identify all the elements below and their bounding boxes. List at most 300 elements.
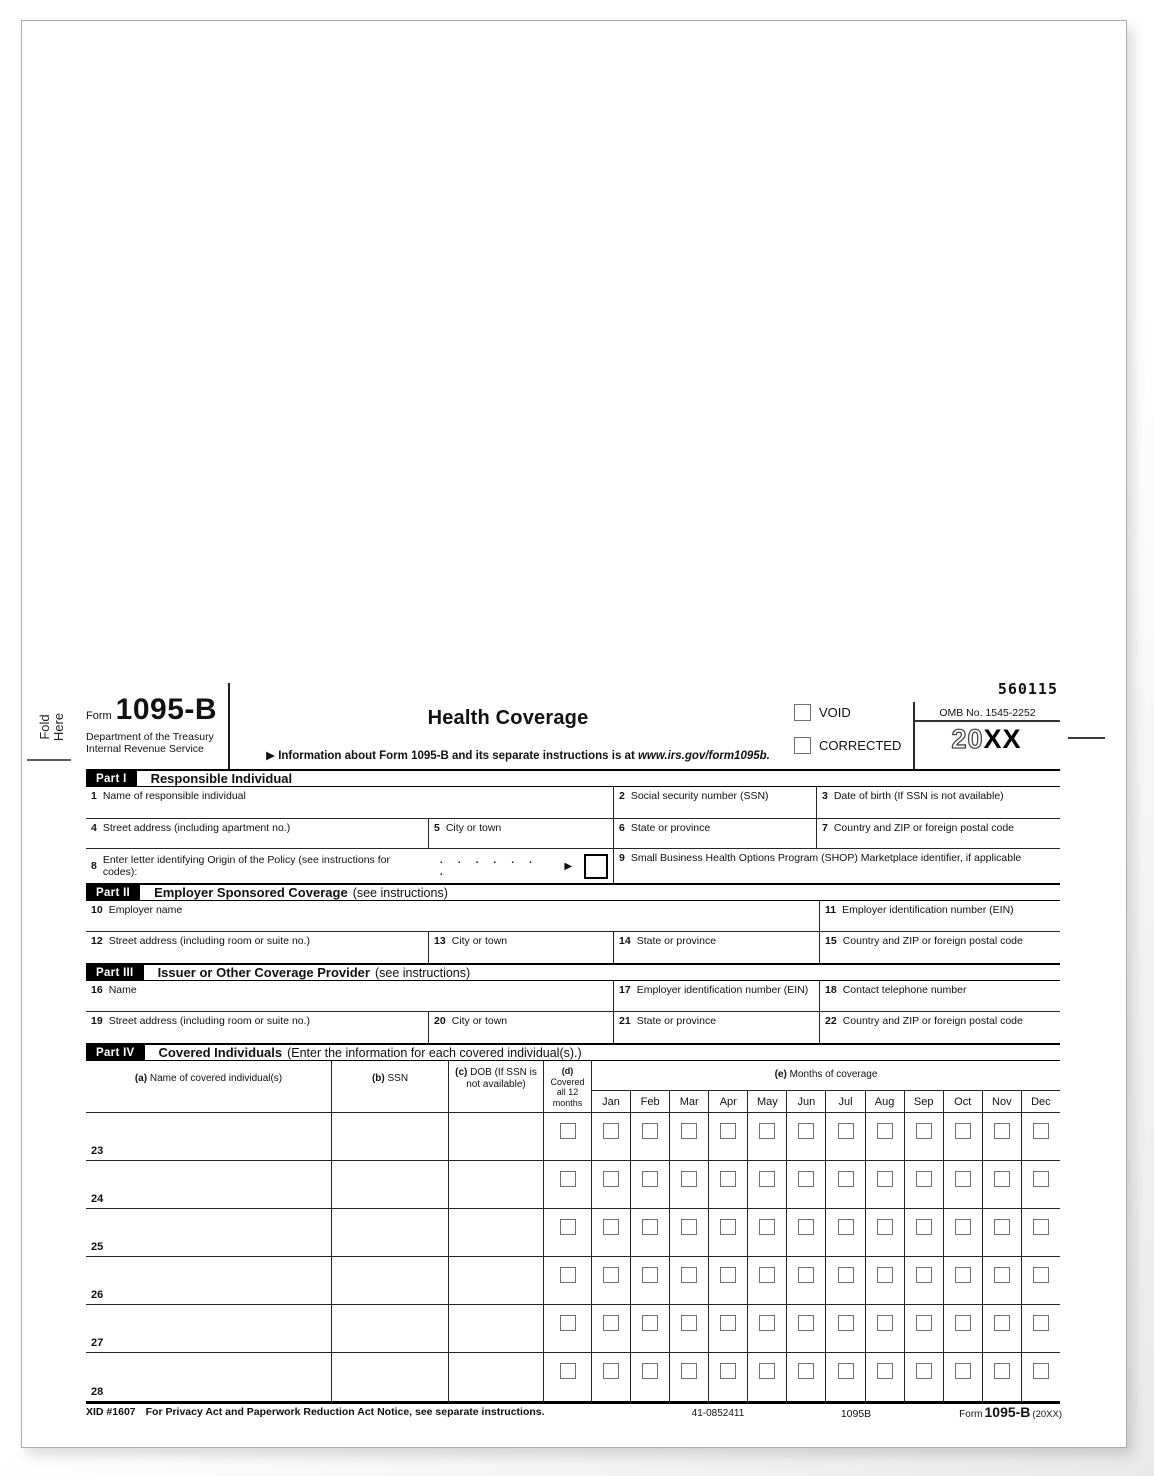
part4-chip: Part IV [86,1045,145,1060]
field-label: Country and ZIP or foreign postal code [842,935,1023,947]
month-cell-apr-row-28 [708,1353,747,1401]
field-label: Employer identification number (EIN) [636,984,809,996]
month-cell-aug-row-25 [865,1209,904,1256]
part1-chip: Part I [86,771,137,786]
month-cell-jan-row-26 [592,1257,630,1304]
month-checkbox-jun-row-25[interactable] [798,1219,814,1235]
month-cell-jun-row-28 [786,1353,825,1401]
month-checkbox-feb-row-26[interactable] [642,1267,658,1283]
month-cell-jun-row-25 [786,1209,825,1256]
column-ssn [331,1061,448,1401]
month-checkbox-mar-row-26[interactable] [681,1267,697,1283]
field-9-shop-identifier[interactable] [613,849,1060,883]
month-checkbox-nov-row-25[interactable] [994,1219,1010,1235]
month-checkbox-apr-row-28[interactable] [720,1363,736,1379]
col-c-header [449,1061,543,1113]
month-cell-dec-row-23 [1021,1113,1060,1160]
field-label: Street address (including room or suite no.) [108,935,311,947]
month-checkbox-aug-row-28[interactable] [877,1363,893,1379]
month-cell-oct-row-23 [943,1113,982,1160]
month-checkbox-mar-row-25[interactable] [681,1219,697,1235]
month-cell-sep-row-23 [904,1113,943,1160]
month-checkbox-oct-row-26[interactable] [955,1267,971,1283]
month-cell-nov-row-23 [982,1113,1021,1160]
month-cell-aug-row-24 [865,1161,904,1208]
month-checkbox-sep-row-28[interactable] [916,1363,932,1379]
month-cell-jul-row-23 [825,1113,864,1160]
field-10-employer-name[interactable] [86,901,819,931]
footer-privacy-notice [86,1406,545,1418]
field-17-ein[interactable] [613,981,819,1011]
field-3-date-of-birth[interactable] [816,787,1060,818]
covered-individuals-table [86,1061,1060,1404]
month-checkbox-apr-row-26[interactable] [720,1267,736,1283]
dob-cell-row-28[interactable] [449,1353,543,1401]
month-checkbox-mar-row-24[interactable] [681,1171,697,1187]
month-header-row [592,1091,1060,1113]
void-checkbox[interactable] [794,704,811,721]
field-label: City or town [451,935,508,947]
covered-all-12-checkbox-row-25[interactable] [560,1219,576,1235]
name-cell-row-27[interactable] [86,1305,331,1353]
month-cell-sep-row-27 [904,1305,943,1352]
month-checkbox-aug-row-23[interactable] [877,1123,893,1139]
month-checkbox-aug-row-24[interactable] [877,1171,893,1187]
field-label: Name [108,984,137,996]
field-number: 21 [619,1015,631,1027]
dob-cell-row-27[interactable] [449,1305,543,1353]
month-checkbox-nov-row-23[interactable] [994,1123,1010,1139]
month-checkbox-apr-row-25[interactable] [720,1219,736,1235]
field-label: Name of responsible individual [102,790,246,802]
month-cell-may-row-26 [747,1257,786,1304]
month-checkbox-sep-row-24[interactable] [916,1171,932,1187]
dob-cell-row-23[interactable] [449,1113,543,1161]
month-cell-apr-row-23 [708,1113,747,1160]
month-cell-dec-row-24 [1021,1161,1060,1208]
month-checkbox-dec-row-27[interactable] [1033,1315,1049,1331]
field-number: 17 [619,984,631,996]
month-checkbox-oct-row-24[interactable] [955,1171,971,1187]
month-checkbox-jul-row-27[interactable] [838,1315,854,1331]
month-col-oct: Oct [943,1091,982,1112]
months-row-23 [592,1113,1060,1161]
month-cell-apr-row-25 [708,1209,747,1256]
field-4-street-address[interactable] [86,819,428,848]
month-checkbox-feb-row-27[interactable] [642,1315,658,1331]
month-checkbox-oct-row-25[interactable] [955,1219,971,1235]
part2-row-2 [86,932,1060,963]
part3-chip: Part III [86,965,144,980]
footer-form-year: (20XX) [1032,1409,1062,1420]
form-code: 1095B [840,1408,872,1420]
month-checkbox-dec-row-25[interactable] [1033,1219,1049,1235]
corrected-row [794,737,901,754]
agency-line-1: Department of the Treasury [86,731,214,743]
column-dob [448,1061,543,1401]
month-checkbox-may-row-24[interactable] [759,1171,775,1187]
month-cell-feb-row-26 [630,1257,669,1304]
month-checkbox-feb-row-28[interactable] [642,1363,658,1379]
xid-code: XID #1607 [86,1406,136,1418]
part4-subtitle: (Enter the information for each covered individual(s).) [287,1045,582,1060]
part2-chip: Part II [86,885,140,900]
col-b-header [332,1061,448,1113]
name-cell-row-25[interactable] [86,1209,331,1257]
field-number: 12 [91,935,103,947]
part4-title: Covered Individuals [158,1045,283,1060]
month-cell-nov-row-24 [982,1161,1021,1208]
month-checkbox-jul-row-26[interactable] [838,1267,854,1283]
month-checkbox-apr-row-23[interactable] [720,1123,736,1139]
omb-number: OMB No. 1545-2252 [915,705,1060,722]
month-checkbox-jun-row-23[interactable] [798,1123,814,1139]
month-checkbox-jan-row-28[interactable] [603,1363,619,1379]
month-checkbox-jun-row-24[interactable] [798,1171,814,1187]
covered-all-12-checkbox-row-24[interactable] [560,1171,576,1187]
month-checkbox-sep-row-23[interactable] [916,1123,932,1139]
month-cell-mar-row-28 [669,1353,708,1401]
month-checkbox-mar-row-27[interactable] [681,1315,697,1331]
field-label: State or province [636,1015,717,1027]
month-checkbox-sep-row-26[interactable] [916,1267,932,1283]
field-number: 1 [91,790,97,802]
month-checkbox-feb-row-23[interactable] [642,1123,658,1139]
covered-all-12-cell-row-27 [544,1305,591,1353]
origin-of-policy-entry-box[interactable] [584,854,608,879]
month-checkbox-jul-row-23[interactable] [838,1123,854,1139]
month-checkbox-feb-row-24[interactable] [642,1171,658,1187]
ssn-cell-row-27[interactable] [332,1305,448,1353]
part3-title: Issuer or Other Coverage Provider [157,965,370,980]
field-22-country-zip[interactable] [819,1012,1060,1043]
month-cell-jun-row-26 [786,1257,825,1304]
part3-subtitle: (see instructions) [374,965,471,980]
month-checkbox-nov-row-24[interactable] [994,1171,1010,1187]
month-checkbox-jul-row-24[interactable] [838,1171,854,1187]
month-cell-oct-row-28 [943,1353,982,1401]
month-cell-jan-row-28 [592,1353,630,1401]
field-20-city[interactable] [428,1012,613,1043]
field-label: Country and ZIP or foreign postal code [833,822,1015,834]
instruction-line [238,748,798,762]
month-checkbox-nov-row-26[interactable] [994,1267,1010,1283]
field-label: Enter letter identifying Origin of the Policy (see instructions for codes): [102,854,390,878]
field-number: 3 [822,790,828,802]
month-checkbox-sep-row-25[interactable] [916,1219,932,1235]
field-label: City or town [451,1015,508,1027]
agency-line-2: Internal Revenue Service [86,743,204,755]
month-cell-oct-row-27 [943,1305,982,1352]
month-checkbox-aug-row-26[interactable] [877,1267,893,1283]
field-number: 18 [825,984,837,996]
dob-cell-row-24[interactable] [449,1161,543,1209]
month-col-feb: Feb [630,1091,669,1112]
year-bold: XX [983,724,1022,754]
month-checkbox-sep-row-27[interactable] [916,1315,932,1331]
field-8-origin-of-policy[interactable] [86,849,613,883]
field-number: 4 [91,822,97,834]
month-col-jul: Jul [825,1091,864,1112]
month-cell-nov-row-25 [982,1209,1021,1256]
field-13-city[interactable] [428,932,613,963]
month-checkbox-jun-row-28[interactable] [798,1363,814,1379]
form-number: 1095-B [115,693,218,726]
field-18-contact-phone[interactable] [819,981,1060,1011]
part3-row-1 [86,981,1060,1012]
footer-form-word: Form [959,1409,983,1420]
field-21-state[interactable] [613,1012,819,1043]
month-cell-dec-row-26 [1021,1257,1060,1304]
field-label: Street address (including apartment no.) [102,822,291,834]
month-checkbox-may-row-26[interactable] [759,1267,775,1283]
months-row-24 [592,1161,1060,1209]
field-number: 14 [619,935,631,947]
ssn-cell-row-26[interactable] [332,1257,448,1305]
part1-row-3 [86,849,1060,883]
month-cell-jul-row-27 [825,1305,864,1352]
covered-all-12-cell-row-26 [544,1257,591,1305]
months-row-27 [592,1305,1060,1353]
part2-row-1 [86,901,1060,932]
covered-all-12-cell-row-24 [544,1161,591,1209]
month-cell-feb-row-24 [630,1161,669,1208]
month-checkbox-may-row-25[interactable] [759,1219,775,1235]
month-checkbox-apr-row-27[interactable] [720,1315,736,1331]
field-number: 11 [825,904,837,916]
corrected-label: CORRECTED [819,738,902,753]
month-cell-oct-row-26 [943,1257,982,1304]
col-e-header [592,1061,1060,1091]
month-checkbox-oct-row-28[interactable] [955,1363,971,1379]
name-cell-row-24[interactable] [86,1161,331,1209]
month-checkbox-jan-row-26[interactable] [603,1267,619,1283]
month-cell-jul-row-25 [825,1209,864,1256]
month-col-may: May [747,1091,786,1112]
month-checkbox-jun-row-27[interactable] [798,1315,814,1331]
month-checkbox-dec-row-23[interactable] [1033,1123,1049,1139]
col-c-label: DOB (If SSN is not available) [466,1067,537,1090]
col-d-label: Covered all 12 months [550,1076,585,1108]
month-cell-feb-row-25 [630,1209,669,1256]
field-number: 20 [434,1015,446,1027]
covered-all-12-checkbox-row-28[interactable] [560,1363,576,1379]
month-cell-sep-row-25 [904,1209,943,1256]
instruction-text: Information about Form 1095-B and its separate instructions is at [278,750,635,762]
month-cell-nov-row-26 [982,1257,1021,1304]
month-checkbox-oct-row-23[interactable] [955,1123,971,1139]
month-checkbox-nov-row-28[interactable] [994,1363,1010,1379]
month-cell-may-row-23 [747,1113,786,1160]
field-label: State or province [630,822,711,834]
month-checkbox-jul-row-25[interactable] [838,1219,854,1235]
field-11-ein[interactable] [819,901,1060,931]
month-checkbox-may-row-23[interactable] [759,1123,775,1139]
month-checkbox-mar-row-23[interactable] [681,1123,697,1139]
catalog-number: 41-0852411 [691,1408,745,1419]
month-cell-jan-row-25 [592,1209,630,1256]
field-7-country-zip[interactable] [816,819,1060,848]
field-label: Small Business Health Options Program (SHOP) Marketplace identifier, if applicable [630,852,1022,864]
month-cell-jun-row-27 [786,1305,825,1352]
month-cell-apr-row-26 [708,1257,747,1304]
field-6-state[interactable] [613,819,816,848]
month-checkbox-mar-row-28[interactable] [681,1363,697,1379]
col-a-header [86,1061,331,1113]
month-col-nov: Nov [982,1091,1021,1112]
dob-cell-row-25[interactable] [449,1209,543,1257]
month-cell-oct-row-25 [943,1209,982,1256]
col-d-header [544,1061,591,1113]
field-1-responsible-name[interactable] [86,787,613,818]
month-checkbox-dec-row-28[interactable] [1033,1363,1049,1379]
month-checkbox-jan-row-23[interactable] [603,1123,619,1139]
part3-row-2 [86,1012,1060,1043]
col-a-label: Name of covered individual(s) [149,1073,283,1084]
field-16-issuer-name[interactable] [86,981,613,1011]
month-checkbox-feb-row-25[interactable] [642,1219,658,1235]
right-fold-tick [1068,737,1105,739]
month-checkbox-jan-row-27[interactable] [603,1315,619,1331]
part1-title: Responsible Individual [150,771,293,786]
month-checkbox-jan-row-25[interactable] [603,1219,619,1235]
field-label: State or province [636,935,717,947]
column-covered-all-12-months [543,1061,591,1401]
month-checkbox-nov-row-27[interactable] [994,1315,1010,1331]
month-cell-mar-row-27 [669,1305,708,1352]
field-number: 8 [91,860,97,872]
field-number: 10 [91,904,103,916]
covered-all-12-cell-row-28 [544,1353,591,1401]
field-label: City or town [445,822,502,834]
month-cell-sep-row-28 [904,1353,943,1401]
month-checkbox-aug-row-25[interactable] [877,1219,893,1235]
month-cell-jul-row-26 [825,1257,864,1304]
field-label: Date of birth (If SSN is not available) [833,790,1004,802]
part2-header-bar [86,883,1060,901]
month-col-mar: Mar [669,1091,708,1112]
field-14-state[interactable] [613,932,819,963]
field-number: 9 [619,852,625,864]
name-cell-row-23[interactable] [86,1113,331,1161]
void-label: VOID [819,705,851,720]
month-col-aug: Aug [865,1091,904,1112]
row-number-24: 24 [91,1193,104,1205]
month-cell-nov-row-28 [982,1353,1021,1401]
month-cell-aug-row-27 [865,1305,904,1352]
month-checkbox-jul-row-28[interactable] [838,1363,854,1379]
month-checkbox-dec-row-26[interactable] [1033,1267,1049,1283]
footer-form-number: 1095-B [984,1404,1031,1420]
month-checkbox-jun-row-26[interactable] [798,1267,814,1283]
field-5-city[interactable] [428,819,613,848]
month-cell-mar-row-26 [669,1257,708,1304]
field-15-country-zip[interactable] [819,932,1060,963]
leader-dots: . . . . . . . [439,854,534,878]
col-e-letter: (e) [774,1069,787,1080]
ssn-cell-row-24[interactable] [332,1161,448,1209]
column-months-of-coverage [591,1061,1060,1401]
part1-row-1 [86,787,1060,819]
part1-row-2 [86,819,1060,849]
fold-here-label: Fold Here [37,712,66,742]
month-cell-aug-row-28 [865,1353,904,1401]
field-number: 16 [91,984,103,996]
month-cell-jun-row-23 [786,1113,825,1160]
month-checkbox-dec-row-24[interactable] [1033,1171,1049,1187]
month-cell-aug-row-23 [865,1113,904,1160]
name-cell-row-28[interactable] [86,1353,331,1401]
part3-header-bar [86,963,1060,981]
form-page [21,20,1127,1448]
month-checkbox-apr-row-24[interactable] [720,1171,736,1187]
covered-all-12-checkbox-row-23[interactable] [560,1123,576,1139]
month-cell-jan-row-27 [592,1305,630,1352]
month-cell-sep-row-26 [904,1257,943,1304]
ssn-cell-row-25[interactable] [332,1209,448,1257]
month-cell-may-row-24 [747,1161,786,1208]
month-cell-may-row-25 [747,1209,786,1256]
form-title: Health Coverage [427,707,589,729]
field-label: Social security number (SSN) [630,790,769,802]
month-col-jun: Jun [786,1091,825,1112]
privacy-act-text: For Privacy Act and Paperwork Reduction Act Notice, see separate instructions. [145,1406,545,1418]
name-cell-row-26[interactable] [86,1257,331,1305]
field-19-street-address[interactable] [86,1012,428,1043]
month-cell-oct-row-24 [943,1161,982,1208]
part2-subtitle: (see instructions) [352,885,448,900]
row-number-25: 25 [91,1241,104,1253]
month-col-jan: Jan [602,1095,620,1108]
footer-form-identity [959,1404,1062,1422]
month-checkbox-may-row-28[interactable] [759,1363,775,1379]
month-cell-dec-row-28 [1021,1353,1060,1401]
month-checkbox-oct-row-27[interactable] [955,1315,971,1331]
part1-header-bar [86,769,1060,787]
fold-here-line [27,759,71,761]
month-cell-jun-row-24 [786,1161,825,1208]
covered-all-12-cell-row-23 [544,1113,591,1161]
covered-all-12-checkbox-row-27[interactable] [560,1315,576,1331]
corrected-checkbox[interactable] [794,737,811,754]
month-cell-mar-row-25 [669,1209,708,1256]
month-cell-jan-row-23 [592,1113,630,1160]
dob-cell-row-26[interactable] [449,1257,543,1305]
form-identity-block [86,693,236,755]
row-number-26: 26 [91,1289,104,1301]
ssn-cell-row-23[interactable] [332,1113,448,1161]
field-number: 19 [91,1015,103,1027]
month-cell-apr-row-27 [708,1305,747,1352]
field-label: Country and ZIP or foreign postal code [842,1015,1023,1027]
month-cell-feb-row-27 [630,1305,669,1352]
field-2-ssn[interactable] [613,787,816,818]
col-c-letter: (c) [455,1067,468,1078]
field-label: Employer name [108,904,183,916]
field-12-street-address[interactable] [86,932,428,963]
ssn-cell-row-28[interactable] [332,1353,448,1401]
month-checkbox-may-row-27[interactable] [759,1315,775,1331]
covered-all-12-checkbox-row-26[interactable] [560,1267,576,1283]
month-checkbox-jan-row-24[interactable] [603,1171,619,1187]
field-number: 13 [434,935,446,947]
month-checkbox-aug-row-27[interactable] [877,1315,893,1331]
months-row-26 [592,1257,1060,1305]
field-label: Contact telephone number [842,984,967,996]
field-number: 15 [825,935,837,947]
month-cell-feb-row-28 [630,1353,669,1401]
month-cell-sep-row-24 [904,1161,943,1208]
